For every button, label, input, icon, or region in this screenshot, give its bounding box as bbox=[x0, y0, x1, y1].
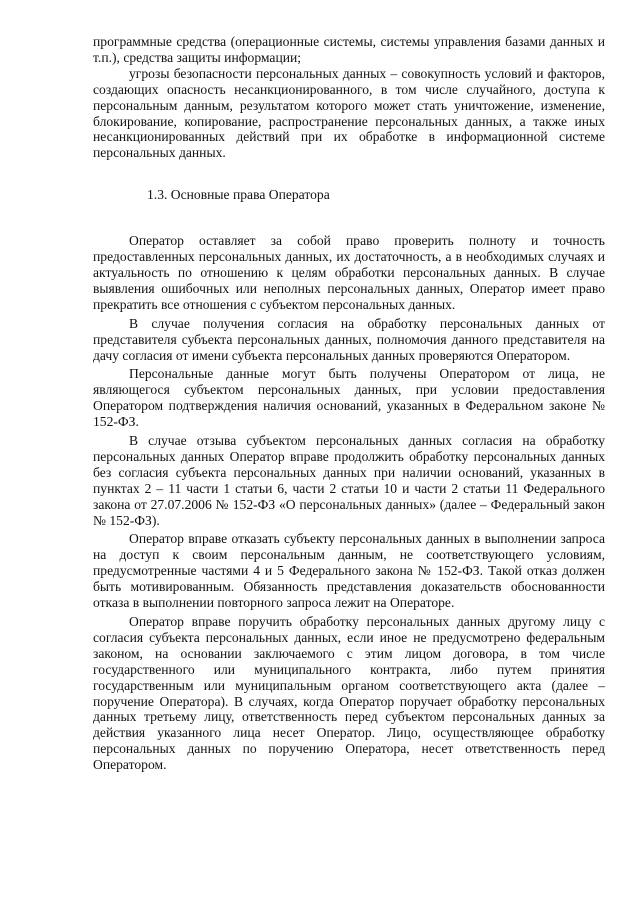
paragraph-section-3: Персональные данные могут быть получены Оператором от лица, не являющегося субъектом персональных данных, при условии предоставления Оператором подтверждения наличия оснований, указанных в Федеральном законе № 152-ФЗ. bbox=[93, 366, 605, 430]
paragraph-section-6: Оператор вправе поручить обработку персональных данных другому лицу с согласия субъекта персональных данных, если иное не предусмотрено федеральным законом, на основании заключаемого с этим лицом договора, в том числе государственного или муниципального контракта, либо путем принятия государственным или муниципальным органом соответствующего акта (далее – поручение Оператора). В случаях, когда Оператор поручает обработку персональных данных третьему лицу, ответственность перед субъектом персональных данных за действия указанного лица несет Оператор. Лицо, осуществляющее обработку персональных данных по поручению Оператора, несет ответственность перед Оператором. bbox=[93, 614, 605, 773]
paragraph-section-4: В случае отзыва субъектом персональных данных согласия на обработку персональных данных Оператор вправе продолжить обработку персональных данных без согласия субъекта персональных данных при наличии оснований, указанных в пунктах 2 – 11 части 1 статьи 6, части 2 статьи 10 и части 2 статьи 11 Федерального закона от 27.07.2006 № 152-ФЗ «О персональных данных» (далее – Федеральный закон № 152-ФЗ). bbox=[93, 433, 605, 528]
paragraph-intro-1: программные средства (операционные системы, системы управления базами данных и т.п.), средства защиты информации; bbox=[93, 34, 605, 65]
paragraph-section-5: Оператор вправе отказать субъекту персональных данных в выполнении запроса на доступ к своим персональным данным, не соответствующего условиям, предусмотренные частями 4 и 5 Федерального закона № 152-ФЗ. Такой отказ должен быть мотивированным. Обязанность представления доказательств обоснованности отказа в выполнении повторного запроса лежит на Операторе. bbox=[93, 531, 605, 611]
paragraph-intro-2: угрозы безопасности персональных данных – совокупность условий и факторов, создающих опасность несанкционированного, в том числе случайного, доступа к персональным данным, результатом которого может стать уничтожение, изменение, блокирование, копирование, распространение персональных данных, а также иных несанкционированных действий при их обработке в информационной системе персональных данных. bbox=[93, 65, 605, 161]
paragraph-section-1: Оператор оставляет за собой право проверить полноту и точность предоставленных персональных данных, их достаточность, а в необходимых случаях и актуальность по отношению к целям обработки персональных данных. В случае выявления ошибочных или неполных персональных данных, Оператор имеет право прекратить все отношения с субъектом персональных данных. bbox=[93, 233, 605, 312]
document-page bbox=[93, 34, 605, 773]
paragraph-section-2: В случае получения согласия на обработку персональных данных от представителя субъекта персональных данных, полномочия данного представителя на дачу согласия от имени субъекта персональных данных проверяются Оператором. bbox=[93, 315, 605, 363]
section-heading: 1.3. Основные права Оператора bbox=[147, 187, 330, 203]
